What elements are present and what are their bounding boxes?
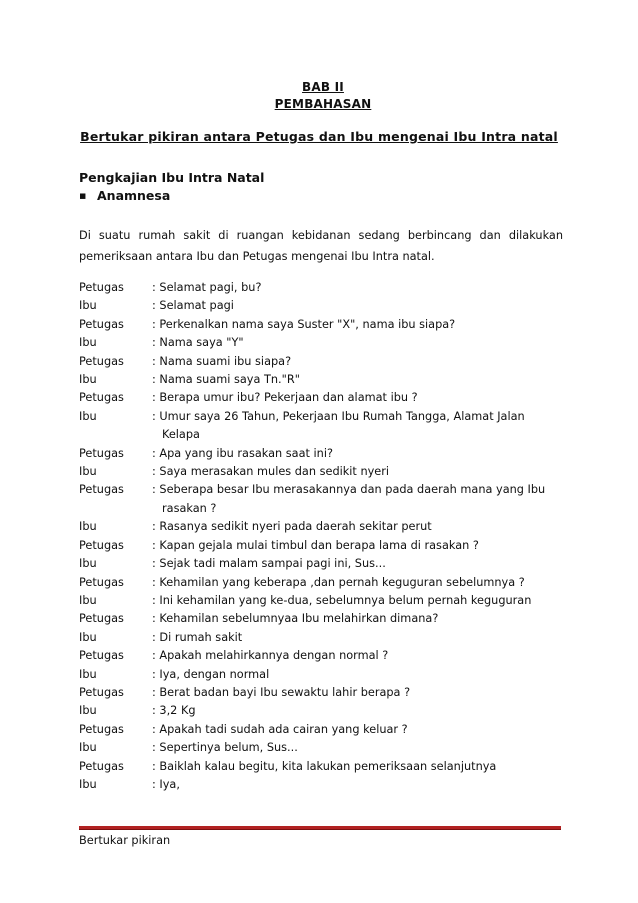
section-title: Pengkajian Ibu Intra Natal: [79, 170, 265, 185]
dialog-list: [79, 279, 563, 794]
dialog-speaker: Ibu: [79, 336, 97, 350]
dialog-speaker: Petugas: [79, 354, 124, 368]
dialog-text: : 3,2 Kg: [152, 704, 196, 718]
dialog-row: [79, 776, 563, 794]
dialog-speaker: Petugas: [79, 649, 124, 663]
dialog-row: [79, 684, 563, 702]
dialog-speaker: Petugas: [79, 575, 124, 589]
dialog-speaker: Petugas: [79, 391, 124, 405]
dialog-text: : Sepertinya belum, Sus...: [152, 741, 298, 755]
dialog-speaker: Petugas: [79, 722, 124, 736]
dialog-text: : Perkenalkan nama saya Suster "X", nama ibu siapa?: [152, 317, 456, 331]
dialog-text: : Sejak tadi malam sampai pagi ini, Sus...: [152, 557, 386, 571]
dialog-row: [79, 739, 563, 757]
dialog-speaker: Petugas: [79, 317, 124, 331]
dialog-speaker: Ibu: [79, 520, 97, 534]
dialog-row: [79, 279, 563, 297]
dialog-text: : Berat badan bayi Ibu sewaktu lahir berapa ?: [152, 685, 411, 699]
dialog-text: : Kehamilan yang keberapa ,dan pernah keguguran sebelumnya ?: [152, 575, 525, 589]
dialog-row: [79, 647, 563, 665]
dialog-text: : Iya,: [152, 777, 180, 791]
dialog-speaker: Ibu: [79, 465, 97, 479]
dialog-text: : Nama saya "Y": [152, 336, 244, 350]
dialog-row: [79, 316, 563, 334]
dialog-text: : Kehamilan sebelumnyaa Ibu melahirkan dimana?: [152, 612, 439, 626]
dialog-speaker: Ibu: [79, 409, 97, 423]
dialog-row: [79, 463, 563, 481]
dialog-text: : Rasanya sedikit nyeri pada daerah sekitar perut: [152, 520, 432, 534]
dialog-row: [79, 353, 563, 371]
dialog-text: : Selamat pagi: [152, 299, 234, 313]
dialog-speaker: Ibu: [79, 557, 97, 571]
dialog-row: [79, 334, 563, 352]
dialog-text: : Seberapa besar Ibu merasakannya dan pada daerah mana yang Ibu rasakan ?: [152, 483, 546, 515]
dialog-text: : Apakah melahirkannya dengan normal ?: [152, 649, 389, 663]
dialog-text: : Di rumah sakit: [152, 630, 243, 644]
dialog-text: : Umur saya 26 Tahun, Pekerjaan Ibu Rumah Tangga, Alamat Jalan Kelapa: [152, 409, 525, 442]
dialog-row: [79, 592, 563, 610]
dialog-speaker: Ibu: [79, 593, 97, 607]
page-footer: Bertukar pikiran: [79, 834, 171, 847]
dialog-row: [79, 518, 563, 536]
dialog-text: : Berapa umur ibu? Pekerjaan dan alamat ibu ?: [152, 391, 418, 405]
dialog-row: [79, 610, 563, 628]
dialog-row: [79, 721, 563, 739]
dialog-row: [79, 629, 563, 647]
dialog-row: [79, 666, 563, 684]
dialog-row: [79, 481, 563, 518]
dialog-row: [79, 555, 563, 573]
footer-divider: [79, 826, 561, 830]
dialog-row: [79, 408, 563, 445]
dialog-speaker: Ibu: [79, 741, 97, 755]
intro-paragraph: [79, 225, 563, 267]
dialog-speaker: Ibu: [79, 704, 97, 718]
dialog-row: [79, 389, 563, 407]
dialog-subtitle: Bertukar pikiran antara Petugas dan Ibu mengenai Ibu Intra natal: [80, 129, 558, 144]
dialog-text: : Saya merasakan mules dan sedikit nyeri: [152, 465, 390, 479]
dialog-row: [79, 297, 563, 315]
dialog-text: : Apakah tadi sudah ada cairan yang keluar ?: [152, 722, 408, 736]
dialog-speaker: Ibu: [79, 373, 97, 387]
intro-line-2: pemeriksaan antara Ibu dan Petugas mengenai Ibu Intra natal.: [79, 250, 435, 263]
subsection-anamnesa: [79, 188, 170, 203]
dialog-speaker: Petugas: [79, 281, 124, 294]
dialog-text: : Apa yang ibu rasakan saat ini?: [152, 446, 333, 460]
square-bullet-icon: ▪: [79, 189, 87, 202]
dialog-speaker: Petugas: [79, 759, 124, 773]
dialog-row: [79, 758, 563, 776]
intro-line-1: Di suatu rumah sakit di ruangan kebidanan sedang berbincang dan dilakukan: [79, 229, 563, 242]
dialog-text: : Nama suami ibu siapa?: [152, 354, 292, 368]
dialog-text: : Ini kehamilan yang ke-dua, sebelumnya belum pernah keguguran: [152, 593, 532, 607]
dialog-row: [79, 371, 563, 389]
chapter-heading: PEMBAHASAN: [274, 97, 372, 111]
dialog-text: : Iya, dengan normal: [152, 667, 270, 681]
dialog-speaker: Ibu: [79, 667, 97, 681]
dialog-speaker: Ibu: [79, 630, 97, 644]
dialog-row: [79, 537, 563, 555]
chapter-title: BAB II: [302, 80, 344, 94]
dialog-speaker: Petugas: [79, 538, 124, 552]
dialog-speaker: Ibu: [79, 299, 97, 313]
dialog-row: [79, 445, 563, 463]
dialog-row: [79, 702, 563, 720]
dialog-text: : Baiklah kalau begitu, kita lakukan pemeriksaan selanjutnya: [152, 759, 497, 773]
dialog-text: : Kapan gejala mulai timbul dan berapa lama di rasakan ?: [152, 538, 479, 552]
dialog-speaker: Petugas: [79, 446, 124, 460]
dialog-speaker: Petugas: [79, 483, 124, 497]
dialog-row: [79, 574, 563, 592]
dialog-text: : Nama suami saya Tn."R": [152, 373, 300, 387]
dialog-speaker: Petugas: [79, 685, 124, 699]
subsection-label: Anamnesa: [97, 188, 171, 203]
dialog-speaker: Ibu: [79, 777, 97, 791]
dialog-text: : Selamat pagi, bu?: [152, 281, 262, 294]
dialog-speaker: Petugas: [79, 612, 124, 626]
